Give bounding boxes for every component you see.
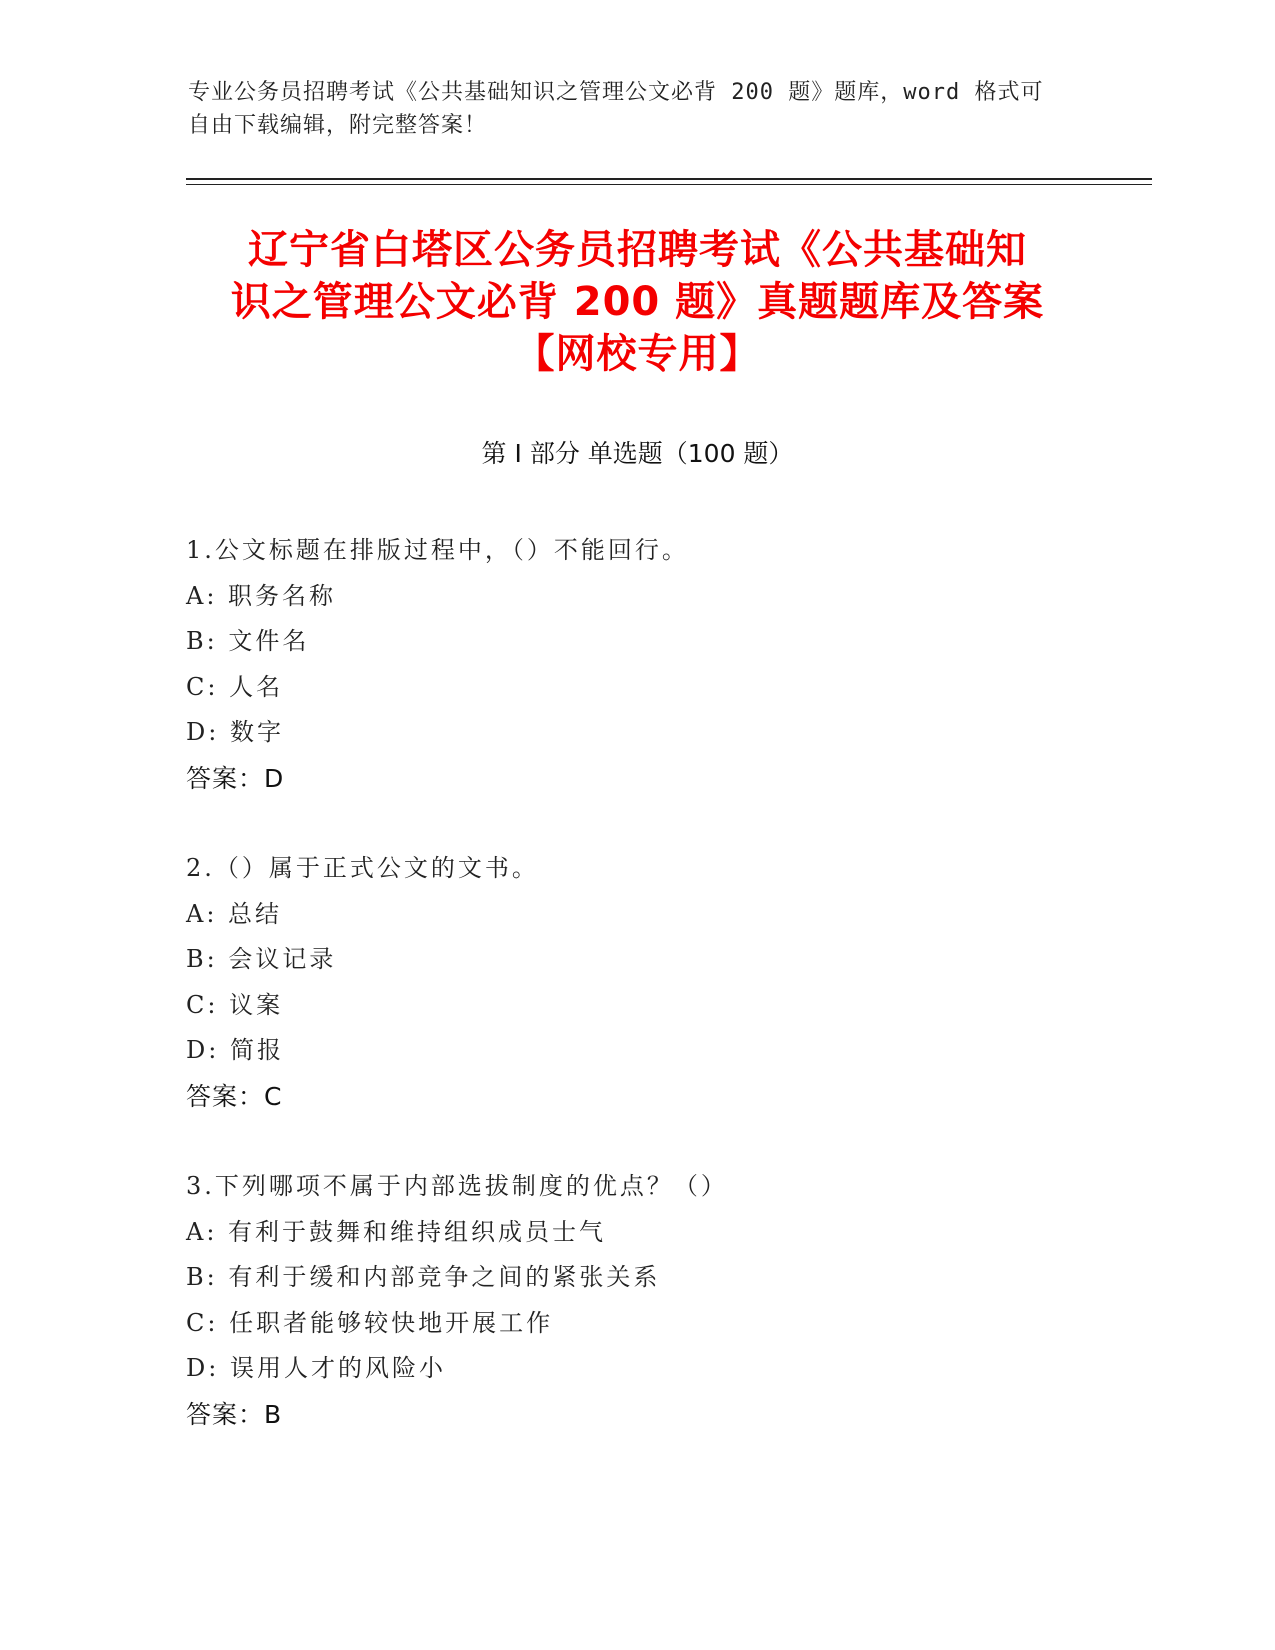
question-stem: 1.公文标题在排版过程中，（）不能回行。 [186, 536, 689, 564]
option-d: D: 误用人才的风险小 [186, 1354, 446, 1382]
question-item [186, 528, 1086, 801]
question-stem: 3.下列哪项不属于内部选拔制度的优点？（） [186, 1172, 728, 1200]
header-divider-thin [186, 184, 1152, 185]
title-line-2: 识之管理公文必背 200 题》真题题库及答案 [230, 279, 1045, 325]
option-a: A: 总结 [186, 899, 283, 928]
header-note-line-1: 专业公务员招聘考试《公共基础知识之管理公文必背 200 题》题库，word 格式可 [188, 80, 1044, 105]
option-b: B: 文件名 [186, 627, 310, 655]
answer-label: 答案：B [186, 1399, 283, 1429]
option-b: B: 会议记录 [186, 945, 337, 973]
answer-label: 答案：C [186, 1081, 283, 1111]
option-a: A: 职务名称 [186, 581, 337, 610]
option-c: C: 议案 [186, 990, 284, 1019]
header-note-line-2: 自由下载编辑，附完整答案！ [188, 113, 488, 138]
option-c: C: 人名 [186, 672, 284, 701]
section-heading: 第 I 部分 单选题（100 题） [481, 439, 794, 468]
document-title [150, 224, 1125, 380]
question-item [186, 846, 1086, 1119]
option-d: D: 简报 [186, 1036, 284, 1064]
answer-label: 答案：D [186, 763, 285, 793]
header-divider-thick [186, 178, 1152, 180]
option-c: C: 任职者能够较快地开展工作 [186, 1308, 554, 1337]
title-line-1: 辽宁省白塔区公务员招聘考试《公共基础知 [248, 227, 1027, 273]
question-stem: 2.（）属于正式公文的文书。 [186, 854, 539, 882]
option-d: D: 数字 [186, 718, 284, 746]
question-item [186, 1164, 1086, 1437]
document-header-note [188, 76, 1088, 142]
title-line-3: 【网校专用】 [514, 331, 761, 377]
option-b: B: 有利于缓和内部竞争之间的紧张关系 [186, 1263, 661, 1291]
option-a: A: 有利于鼓舞和维持组织成员士气 [186, 1217, 607, 1246]
